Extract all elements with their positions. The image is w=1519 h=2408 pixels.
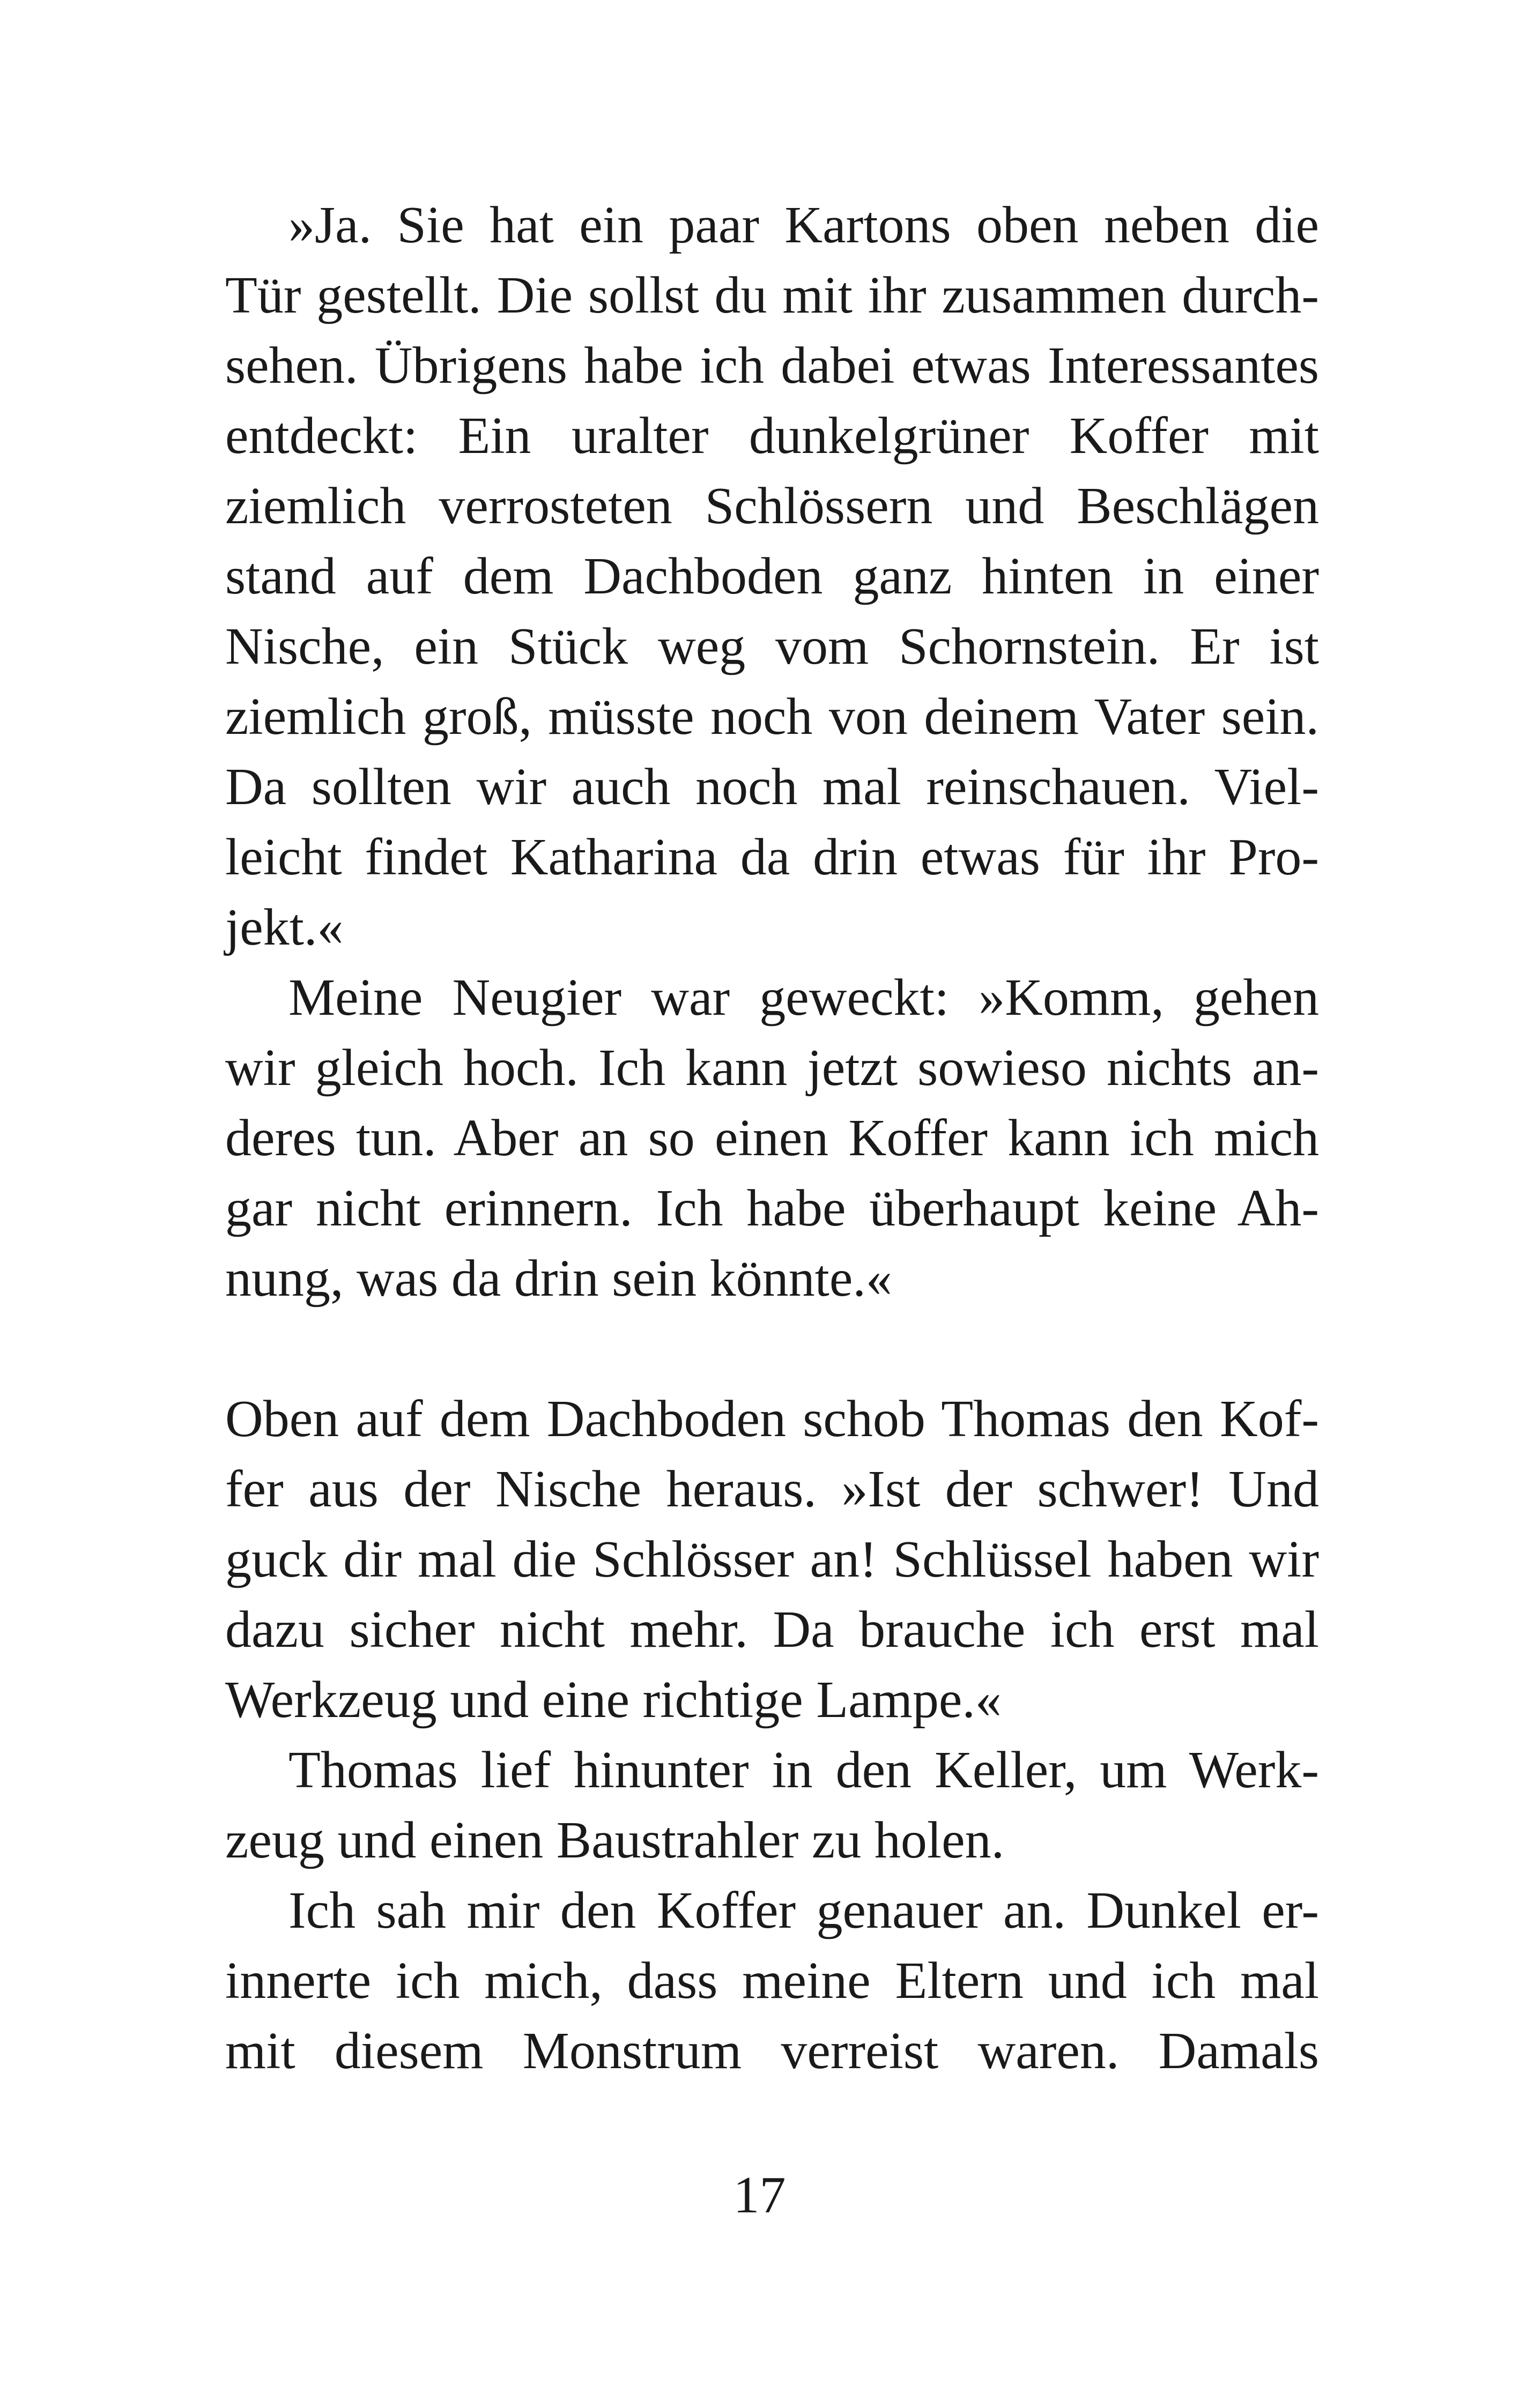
text-line: sehen. Übrigens habe ich dabei etwas Interessantes — [225, 337, 1319, 395]
text-line: ziemlich verrosteten Schlössern und Beschlägen — [225, 477, 1319, 535]
text-line: entdeckt: Ein uralter dunkelgrüner Koffer mit — [225, 407, 1319, 465]
text-line: Werkzeug und eine richtige Lampe.« — [225, 1671, 1002, 1729]
paragraph-4 — [225, 1735, 1319, 1876]
text-line: Oben auf dem Dachboden schob Thomas den Kof- — [225, 1390, 1319, 1448]
text-line: gar nicht erinnern. Ich habe überhaupt keine Ah- — [225, 1179, 1319, 1237]
text-line: jekt.« — [225, 898, 344, 956]
page-number: 17 — [733, 2166, 786, 2224]
text-line: stand auf dem Dachboden ganz hinten in einer — [225, 547, 1319, 605]
paragraph-3 — [225, 1384, 1319, 1735]
text-line: Ich sah mir den Koffer genauer an. Dunkel er- — [288, 1882, 1319, 1939]
text-line: »Ja. Sie hat ein paar Kartons oben neben die — [288, 196, 1319, 254]
text-line: Meine Neugier war geweckt: »Komm, gehen — [288, 969, 1319, 1027]
text-line: nung, was da drin sein könnte.« — [225, 1250, 892, 1307]
text-line: leicht findet Katharina da drin etwas für ihr Pro- — [225, 828, 1319, 886]
paragraph-1 — [225, 190, 1319, 963]
text-line: fer aus der Nische heraus. »Ist der schwer! Und — [225, 1460, 1319, 1518]
text-line: Thomas lief hinunter in den Keller, um Werk- — [288, 1741, 1319, 1799]
paragraph-2 — [225, 963, 1319, 1314]
text-line: guck dir mal die Schlösser an! Schlüssel haben wir — [225, 1530, 1319, 1588]
text-line: wir gleich hoch. Ich kann jetzt sowieso nichts an- — [225, 1039, 1319, 1097]
text-line: Tür gestellt. Die sollst du mit ihr zusammen durch- — [225, 266, 1319, 324]
text-line: dazu sicher nicht mehr. Da brauche ich erst mal — [225, 1601, 1319, 1659]
paragraph-5 — [225, 1876, 1319, 2086]
text-line: zeug und einen Baustrahler zu holen. — [225, 1811, 1005, 1869]
text-line: mit diesem Monstrum verreist waren. Damals — [225, 2022, 1319, 2080]
section-break — [225, 1314, 1319, 1384]
text-line: Nische, ein Stück weg vom Schornstein. Er ist — [225, 618, 1319, 675]
text-line: Da sollten wir auch noch mal reinschauen. Viel- — [225, 758, 1319, 816]
text-line: ziemlich groß, müsste noch von deinem Vater sein. — [225, 688, 1319, 746]
body-text — [225, 190, 1319, 2086]
text-line: innerte ich mich, dass meine Eltern und ich mal — [225, 1952, 1319, 2010]
text-line: deres tun. Aber an so einen Koffer kann ich mich — [225, 1109, 1319, 1167]
